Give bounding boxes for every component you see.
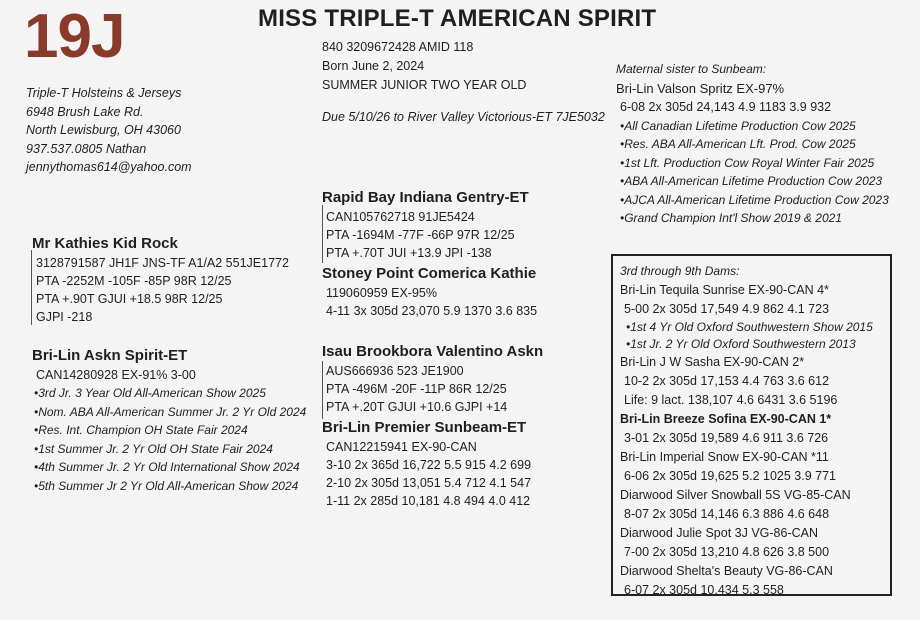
dam-achievement: •5th Summer Jr 2 Yr Old All-American Show 2024 bbox=[34, 478, 299, 493]
ancestor-dam-record: 6-06 2x 305d 19,625 5.2 1025 3.9 771 bbox=[624, 469, 836, 483]
dam-sire-name: Isau Brookbora Valentino Askn bbox=[322, 343, 544, 360]
sire-dam-name: Stoney Point Comerica Kathie bbox=[322, 265, 537, 282]
ancestor-dam-record: 8-07 2x 305d 14,146 6.3 886 4.6 648 bbox=[624, 507, 830, 521]
dam-sire-line: PTA -496M -20F -11P 86R 12/25 bbox=[326, 382, 507, 396]
ancestor-dam-name: Bri-Lin J W Sasha EX-90-CAN 2* bbox=[620, 355, 805, 369]
dam-achievement: •Res. Int. Champion OH State Fair 2024 bbox=[34, 423, 248, 437]
ancestor-dam-achievement: •1st 4 Yr Old Oxford Southwestern Show 2015 bbox=[626, 320, 873, 334]
lot-number: 19J bbox=[24, 2, 125, 71]
page-title: MISS TRIPLE-T AMERICAN SPIRIT bbox=[258, 5, 657, 32]
ancestor-dam-record: 6-07 2x 305d 10,434 5.3 558 bbox=[624, 583, 784, 597]
dam-achievement: •4th Summer Jr. 2 Yr Old International Show 2024 bbox=[34, 460, 300, 474]
ancestor-dam-record: 7-00 2x 305d 13,210 4.8 626 3.8 500 bbox=[624, 545, 830, 559]
dam-achievement: •3rd Jr. 3 Year Old All-American Show 2025 bbox=[34, 386, 266, 400]
dam-sire-block bbox=[322, 342, 543, 416]
maternal-sister-achievement: •Grand Champion Int'l Show 2019 & 2021 bbox=[620, 211, 842, 225]
sire-sire-line: CAN105762718 91JE5424 bbox=[326, 210, 475, 224]
dam-dam-line: 2-10 2x 305d 13,051 5.4 712 4.1 547 bbox=[326, 476, 532, 490]
ancestor-dam-name: Bri-Lin Imperial Snow EX-90-CAN *11 bbox=[620, 450, 829, 464]
dam-record: CAN14280928 EX-91% 3-00 bbox=[36, 368, 196, 382]
owner-contact bbox=[26, 84, 192, 177]
maternal-sister-achievement: •ABA All-American Lifetime Production Cow 2023 bbox=[620, 174, 883, 188]
sire-line: GJPI -218 bbox=[36, 310, 93, 324]
maternal-sister-achievement: •1st Lft. Production Cow Royal Winter Fair 2025 bbox=[620, 155, 875, 170]
ancestor-dam-name: Diarwood Shelta's Beauty VG-86-CAN bbox=[620, 564, 833, 578]
ancestor-dam-name: Bri-Lin Breeze Sofina EX-90-CAN 1* bbox=[620, 412, 832, 426]
due-date: Due 5/10/26 to River Valley Victorious-ET 7JE5032 bbox=[322, 110, 605, 124]
sire-sire-line: PTA +.70T JUI +13.9 JPI -138 bbox=[326, 246, 492, 260]
show-class: SUMMER JUNIOR TWO YEAR OLD bbox=[322, 78, 527, 92]
maternal-sister-name: Bri-Lin Valson Spritz EX-97% bbox=[616, 80, 785, 96]
ancestor-dam-name: Diarwood Silver Snowball 5S VG-85-CAN bbox=[620, 488, 851, 502]
birth-date: Born June 2, 2024 bbox=[322, 59, 425, 73]
ancestor-dam-name: Diarwood Julie Spot 3J VG-86-CAN bbox=[620, 526, 818, 540]
sire-sire-line: PTA -1694M -77F -66P 97R 12/25 bbox=[326, 228, 515, 242]
sire-line: PTA +.90T GJUI +18.5 98R 12/25 bbox=[36, 292, 223, 306]
sire-dam-line: 119060959 EX-95% bbox=[326, 286, 437, 300]
ancestor-dam-name: Bri-Lin Tequila Sunrise EX-90-CAN 4* bbox=[620, 283, 829, 297]
dam-achievement: •Nom. ABA All-American Summer Jr. 2 Yr Old 2024 bbox=[34, 404, 307, 419]
dam-dam-block bbox=[322, 418, 531, 510]
dam-name: Bri-Lin Askn Spirit-ET bbox=[32, 347, 188, 364]
ancestor-dam-record: Life: 9 lact. 138,107 4.6 6431 3.6 5196 bbox=[624, 393, 838, 407]
sire-dam-block bbox=[322, 264, 537, 320]
dam-dam-line: 1-11 2x 285d 10,181 4.8 494 4.0 412 bbox=[326, 494, 531, 508]
sire-sire-block bbox=[322, 188, 529, 262]
ancestor-dam-record: 10-2 2x 305d 17,153 4.4 763 3.6 612 bbox=[624, 374, 830, 388]
owner-farm: Triple-T Holsteins & Jerseys bbox=[26, 86, 182, 100]
sire-line: 3128791587 JH1F JNS-TF A1/A2 551JE1772 bbox=[36, 256, 289, 270]
animal-info bbox=[322, 38, 526, 95]
maternal-sister-achievement: •Res. ABA All-American Lft. Prod. Cow 2025 bbox=[620, 137, 856, 151]
registration-number: 840 3209672428 AMID 118 bbox=[322, 40, 474, 54]
maternal-sister-heading: Maternal sister to Sunbeam: bbox=[616, 62, 767, 76]
maternal-sister-block bbox=[616, 60, 889, 228]
owner-phone: 937.537.0805 Nathan bbox=[26, 141, 147, 156]
dam-dam-line: 3-10 2x 365d 16,722 5.5 915 4.2 699 bbox=[326, 458, 532, 472]
sire-name: Mr Kathies Kid Rock bbox=[32, 235, 178, 252]
ancestor-dam-record: 5-00 2x 305d 17,549 4.9 862 4.1 723 bbox=[624, 302, 830, 316]
owner-email: jennythomas614@yahoo.com bbox=[26, 160, 192, 174]
dam-sire-line: AUS666936 523 JE1900 bbox=[326, 364, 464, 378]
owner-city: North Lewisburg, OH 43060 bbox=[26, 123, 181, 137]
ancestor-dam-record: 3-01 2x 305d 19,589 4.6 911 3.6 726 bbox=[624, 431, 829, 445]
sire-line: PTA -2252M -105F -85P 98R 12/25 bbox=[36, 274, 232, 288]
dam-block bbox=[32, 346, 306, 495]
ancestor-dam-achievement: •1st Jr. 2 Yr Old Oxford Southwestern 2013 bbox=[626, 337, 856, 351]
dam-dam-name: Bri-Lin Premier Sunbeam-ET bbox=[322, 419, 527, 436]
dam-dam-line: CAN12215941 EX-90-CAN bbox=[326, 440, 477, 454]
owner-street: 6948 Brush Lake Rd. bbox=[26, 104, 144, 119]
maternal-sister-achievement: •AJCA All-American Lifetime Production Cow 2023 bbox=[620, 192, 889, 207]
dam-sire-line: PTA +.20T GJUI +10.6 GJPI +14 bbox=[326, 400, 508, 414]
sire-block bbox=[32, 234, 289, 326]
dams-list bbox=[620, 262, 873, 600]
sire-sire-name: Rapid Bay Indiana Gentry-ET bbox=[322, 189, 529, 206]
dams-heading: 3rd through 9th Dams: bbox=[620, 264, 740, 278]
sire-dam-line: 4-11 3x 305d 23,070 5.9 1370 3.6 835 bbox=[326, 304, 538, 318]
maternal-sister-record: 6-08 2x 305d 24,143 4.9 1183 3.9 932 bbox=[620, 99, 832, 114]
maternal-sister-achievement: •All Canadian Lifetime Production Cow 2025 bbox=[620, 118, 856, 133]
dam-achievement: •1st Summer Jr. 2 Yr Old OH State Fair 2024 bbox=[34, 441, 273, 456]
